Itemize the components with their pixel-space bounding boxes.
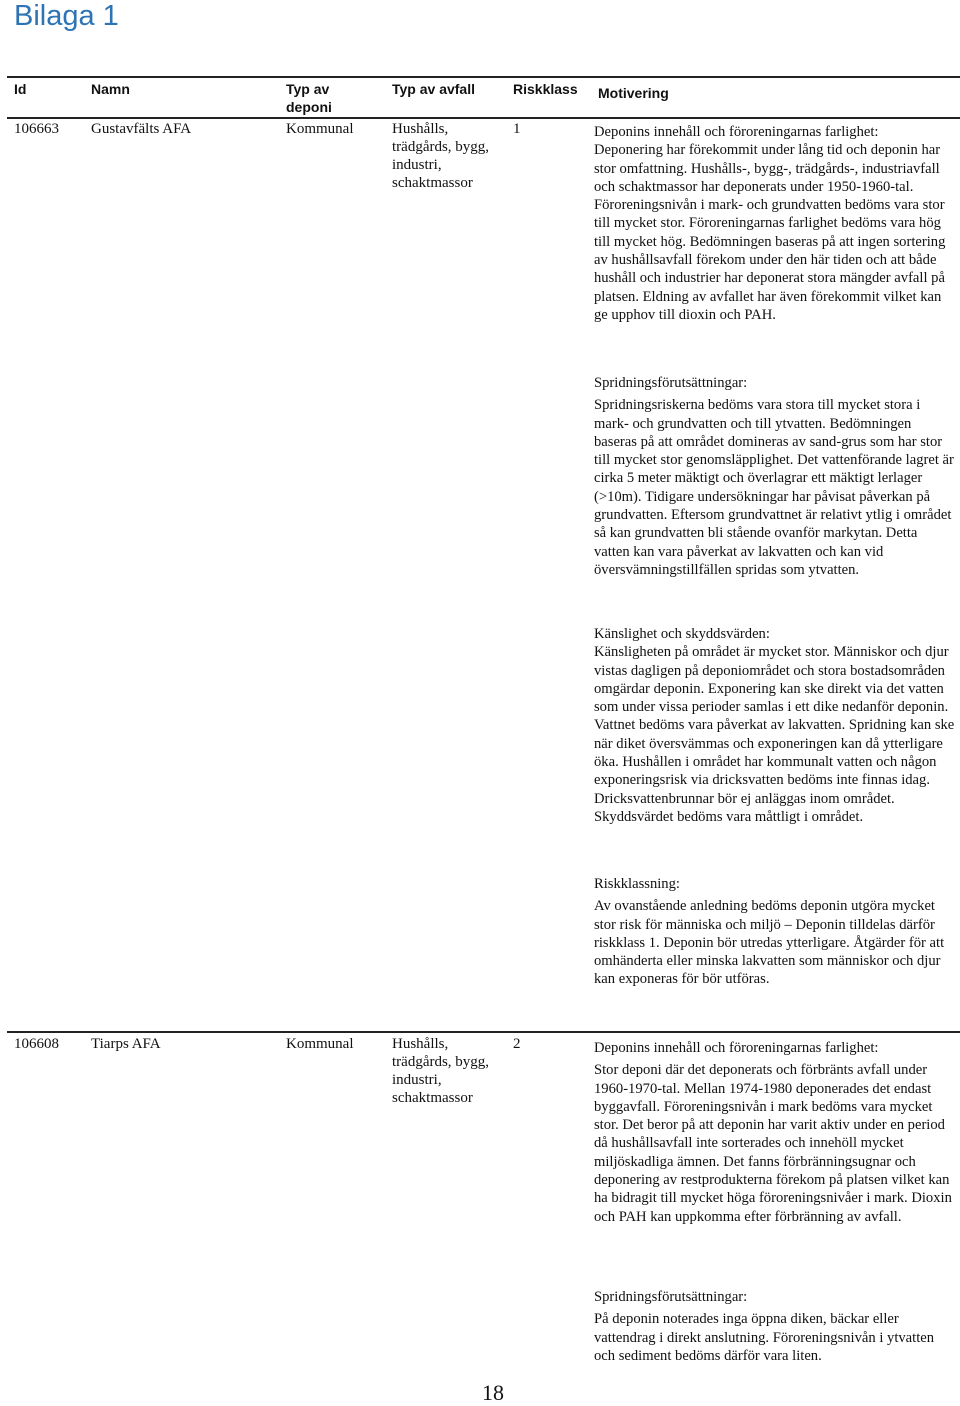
motivering-section (594, 875, 956, 989)
section-text: Av ovanstående anledning bedöms deponin utgöra mycket stor risk för människa och miljö – Deponin tilldelas därför riskklass 1. Deponin bör utredas ytterligare. Åtgärder för att omhänderta eller minska lakvatten som människor och djur kan exponeras för bör utföras. (594, 898, 945, 988)
section-text: Känsligheten på området är mycket stor. Människor och djur vistas dagligen på deponiområdet och stora bostadsområden omgärdar deponin. Exponering kan ske direkt via det vatten som under vissa perioder samlas i ett dike nedanför deponin. Vattnet bedöms vara påverkat av lakvatten. Spridning kan ske när diket översvämmas och exponeringen kan då ytterligare öka. Hushållen i området har kommunalt vatten och någon exponeringsrisk via dricksvatten bedöms inte finnas idag. Dricksvattenbrunnar bör ej anläggas inom området. Skyddsvärdet bedöms vara måttligt i området. (594, 644, 955, 825)
header-typ-deponi: Typ av deponi (286, 81, 332, 115)
row-typ-deponi: Kommunal (286, 121, 354, 137)
section-heading: Deponins innehåll och föroreningarnas farlighet: (594, 124, 879, 140)
row-riskklass: 2 (513, 1036, 521, 1052)
row-id: 106663 (14, 121, 59, 137)
section-text: Stor deponi där det deponerats och förbränts avfall under 1960-1970-tal. Mellan 1974-1980 deponerades det endast byggavfall. Föroreningsnivån i mark bedöms vara mycket stor. Det beror på att deponin har varit aktiv under en period då hushållsavfall inte sorterades och innehöll mycket miljöskadliga ämnen. Det fanns förbränningsugnar och deponering av restprodukterna förekom på platsen vilket kan ha bidragit till mycket höga föroreningsnivåer i mark. Dioxin och PAH kan uppkomma efter förbränning av avfall. (594, 1062, 952, 1225)
header-typ-avfall: Typ av avfall (392, 81, 476, 97)
header-riskklass: Riskklass (513, 81, 578, 97)
page-number: 18 (482, 1380, 504, 1405)
table-top-rule (7, 76, 960, 78)
row-typ-avfall: Hushålls, trädgårds, bygg, industri, schaktmassor (392, 121, 490, 191)
section-heading: Känslighet och skyddsvärden: (594, 626, 770, 642)
section-heading: Deponins innehåll och föroreningarnas farlighet: (594, 1040, 879, 1056)
section-text: På deponin noterades inga öppna diken, bäckar eller vattendrag i direkt anslutning. Föroreningsnivån i ytvatten och sediment bedöms därför vara liten. (594, 1311, 935, 1364)
section-heading: Spridningsförutsättningar: (594, 375, 748, 391)
row-riskklass: 1 (513, 121, 521, 137)
motivering-section (594, 123, 956, 324)
page-title: Bilaga 1 (14, 0, 119, 32)
header-id: Id (14, 81, 27, 97)
header-motivering: Motivering (598, 85, 669, 101)
section-text: Deponering har förekommit under lång tid och deponin har stor omfattning. Hushålls-, bygg-, trädgårds-, industriavfall och schaktmassor har deponerats under 1950-1960-tal. Föroreningsnivån i mark- och grundvatten bedöms vara stor till mycket stor. Föroreningarnas farlighet bedöms vara hög till mycket hög. Bedömningen baseras på att ingen sortering av hushållsavfall förekom under den här tiden och att både hushåll och industrier har deponerat stora mängder avfall på platsen. Eldning av avfallet har även förekommit vilket kan ge upphov till dioxin och PAH. (594, 142, 946, 323)
motivering-section (594, 625, 956, 826)
section-heading: Spridningsförutsättningar: (594, 1289, 748, 1305)
row-typ-deponi: Kommunal (286, 1036, 354, 1052)
header-namn: Namn (91, 81, 130, 97)
row-id: 106608 (14, 1036, 59, 1052)
motivering-section (594, 374, 956, 579)
row-divider (7, 1031, 960, 1033)
row-namn: Gustavfälts AFA (91, 121, 192, 137)
motivering-section (594, 1039, 956, 1226)
section-heading: Riskklassning: (594, 876, 680, 892)
motivering-section (594, 1288, 956, 1365)
header-bottom-rule (7, 117, 960, 119)
section-text: Spridningsriskerna bedöms vara stora till mycket stora i mark- och grundvatten och till ytvatten. Bedömningen baseras på att området domineras av sand-grus som har stor till mycket stor genomsläpplighet. Det vattenförande lagret är cirka 5 meter mäktigt och överlagrar ett mäktigt lerlager (>10m). Tidigare undersökningar har påvisat påverkan på grundvatten. Eftersom grundvattnet är relativt ytlig i området så kan grundvatten bli stående ovanför markytan. Detta vatten kan vara påverkat av lakvatten och kan vid översvämningstillfällen spridas som ytvatten. (594, 397, 954, 578)
row-typ-avfall: Hushålls, trädgårds, bygg, industri, schaktmassor (392, 1036, 490, 1106)
row-namn: Tiarps AFA (91, 1036, 161, 1052)
